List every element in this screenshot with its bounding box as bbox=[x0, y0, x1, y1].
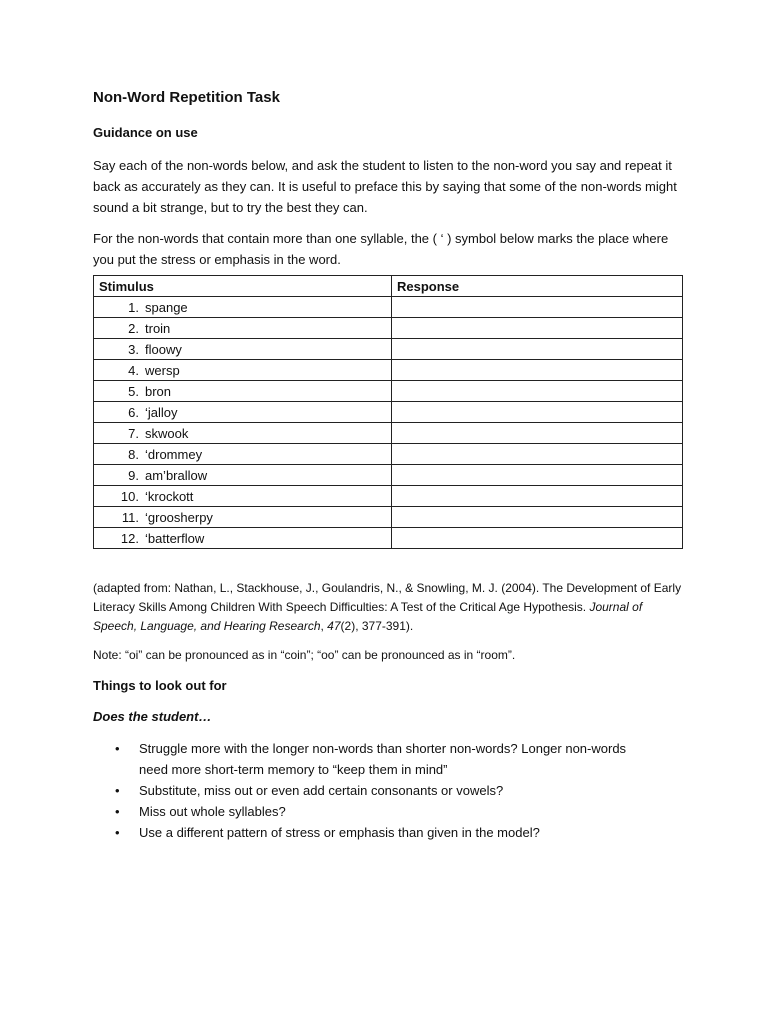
lookout-item-text: Use a different pattern of stress or emphasis than given in the model? bbox=[139, 825, 540, 840]
table-row bbox=[94, 318, 683, 339]
item-number: 5. bbox=[128, 383, 139, 399]
non-word: ‘batterflow bbox=[145, 530, 205, 546]
response-cell[interactable] bbox=[392, 339, 683, 360]
stimulus-cell bbox=[94, 318, 392, 339]
response-cell[interactable] bbox=[392, 465, 683, 486]
response-cell[interactable] bbox=[392, 423, 683, 444]
stimulus-cell bbox=[94, 528, 392, 549]
stimulus-cell bbox=[94, 465, 392, 486]
table-row bbox=[94, 402, 683, 423]
item-number: 7. bbox=[128, 425, 139, 441]
non-word: troin bbox=[145, 320, 171, 336]
non-word: floowy bbox=[145, 341, 182, 357]
student-heading: Does the student… bbox=[93, 709, 212, 724]
bullet-icon: • bbox=[115, 783, 120, 798]
non-word: bron bbox=[145, 383, 172, 399]
table-row bbox=[94, 297, 683, 318]
lookout-item bbox=[93, 738, 639, 780]
response-cell[interactable] bbox=[392, 444, 683, 465]
item-number: 1. bbox=[128, 299, 139, 315]
document-title: Non-Word Repetition Task bbox=[93, 89, 280, 106]
non-word: ‘groosherpy bbox=[145, 509, 213, 525]
response-cell[interactable] bbox=[392, 381, 683, 402]
stimulus-cell bbox=[94, 507, 392, 528]
stimulus-cell bbox=[94, 486, 392, 507]
citation-separator: , bbox=[320, 619, 328, 633]
table-row bbox=[94, 381, 683, 402]
item-number: 12. bbox=[120, 530, 139, 546]
response-cell[interactable] bbox=[392, 297, 683, 318]
response-cell[interactable] bbox=[392, 402, 683, 423]
table-row bbox=[94, 423, 683, 444]
non-word: am’brallow bbox=[145, 467, 208, 483]
item-number: 3. bbox=[128, 341, 139, 357]
item-number: 11. bbox=[121, 509, 139, 525]
pronunciation-note: Note: “oi” can be pronounced as in “coin”; “oo” can be pronounced as in “room”. bbox=[93, 648, 516, 662]
non-word: ‘jalloy bbox=[145, 404, 178, 420]
item-number: 10. bbox=[120, 488, 139, 504]
guidance-heading: Guidance on use bbox=[93, 125, 198, 140]
bullet-icon: • bbox=[115, 825, 120, 840]
table-row bbox=[94, 465, 683, 486]
guidance-paragraph-2: For the non-words that contain more than one syllable, the ( ‘ ) symbol below marks the place where you put the stress or emphasis in the word. bbox=[93, 231, 669, 267]
lookout-item bbox=[93, 822, 639, 843]
response-cell[interactable] bbox=[392, 486, 683, 507]
stimulus-cell bbox=[94, 381, 392, 402]
guidance-paragraph-1: Say each of the non-words below, and ask the student to listen to the non-word you say and repeat it back as accurately as they can. It is useful to preface this by saying that some of the non-words might sound a bit strange, but to try the best they can. bbox=[93, 158, 677, 215]
item-number: 2. bbox=[128, 320, 139, 336]
non-word: ‘krockott bbox=[145, 488, 194, 504]
table-row bbox=[94, 360, 683, 381]
lookout-item bbox=[93, 801, 639, 822]
response-cell[interactable] bbox=[392, 360, 683, 381]
item-number: 6. bbox=[128, 404, 139, 420]
response-cell[interactable] bbox=[392, 318, 683, 339]
citation bbox=[93, 579, 683, 636]
lookout-list bbox=[93, 738, 683, 843]
citation-journal: Journal of Speech, Language, and Hearing Research bbox=[93, 600, 643, 633]
lookout-item-text: Struggle more with the longer non-words than shorter non-words? Longer non-words need more short-term memory to “keep them in mind” bbox=[139, 741, 627, 777]
table-row bbox=[94, 528, 683, 549]
item-number: 4. bbox=[128, 362, 139, 378]
lookout-item-text: Miss out whole syllables? bbox=[139, 804, 286, 819]
citation-text: (adapted from: Nathan, L., Stackhouse, J., Goulandris, N., & Snowling, M. J. (2004). The Development of Early Literacy Skills Among Children With Speech Difficulties: A Test of the Critical Age Hypothesis. bbox=[93, 581, 682, 614]
citation-volume: 47 bbox=[327, 619, 341, 633]
lookout-item bbox=[93, 780, 639, 801]
bullet-icon: • bbox=[115, 741, 120, 756]
non-word: skwook bbox=[145, 425, 189, 441]
stimulus-cell bbox=[94, 339, 392, 360]
response-cell[interactable] bbox=[392, 528, 683, 549]
stimulus-cell bbox=[94, 444, 392, 465]
table-row bbox=[94, 507, 683, 528]
lookout-item-text: Substitute, miss out or even add certain consonants or vowels? bbox=[139, 783, 504, 798]
bullet-icon: • bbox=[115, 804, 120, 819]
non-word: wersp bbox=[145, 362, 180, 378]
response-cell[interactable] bbox=[392, 507, 683, 528]
document-page bbox=[93, 88, 683, 843]
table-row bbox=[94, 444, 683, 465]
stimulus-cell bbox=[94, 423, 392, 444]
stimulus-header: Stimulus bbox=[94, 276, 392, 297]
non-word: spange bbox=[145, 299, 188, 315]
lookout-heading: Things to look out for bbox=[93, 678, 227, 693]
table-row bbox=[94, 486, 683, 507]
stimulus-cell bbox=[94, 402, 392, 423]
item-number: 8. bbox=[128, 446, 139, 462]
stimulus-response-table bbox=[93, 275, 683, 549]
stimulus-cell bbox=[94, 360, 392, 381]
stimulus-cell bbox=[94, 297, 392, 318]
item-number: 9. bbox=[128, 467, 139, 483]
non-word: ‘drommey bbox=[145, 446, 203, 462]
citation-pages: (2), 377-391). bbox=[340, 619, 414, 633]
table-header-row bbox=[94, 276, 683, 297]
table-row bbox=[94, 339, 683, 360]
response-header: Response bbox=[392, 276, 683, 297]
